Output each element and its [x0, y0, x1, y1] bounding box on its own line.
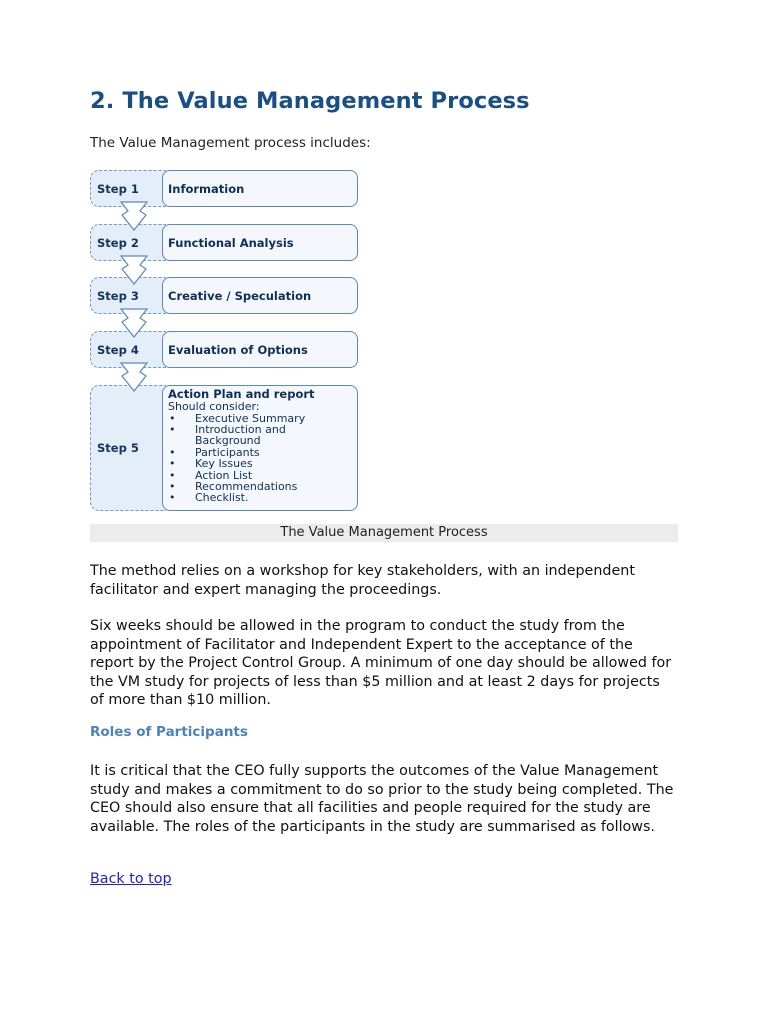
diagram-caption: The Value Management Process: [90, 524, 678, 542]
bullet-icon: •: [169, 422, 176, 436]
list-item-continuation: Background: [195, 434, 261, 448]
step-5-label: Step 5: [90, 385, 166, 511]
step-1-label: Step 1: [90, 170, 166, 207]
step-5-box: [162, 385, 358, 511]
back-to-top-link[interactable]: Back to top: [90, 871, 172, 887]
step-4-box: Evaluation of Options: [162, 331, 358, 368]
list-item: • Participants: [169, 445, 260, 459]
list-item: • Recommendations: [169, 479, 298, 493]
bullet-icon: •: [169, 411, 176, 425]
step-5-subtitle: Should consider:: [168, 400, 260, 413]
page-title: 2. The Value Management Process: [90, 88, 530, 114]
roles-heading: Roles of Participants: [90, 724, 248, 740]
list-item: • Executive Summary: [169, 411, 306, 425]
step-5-list: [168, 413, 357, 504]
bullet-icon: •: [169, 479, 176, 493]
step-5-title: Action Plan and report: [168, 387, 315, 401]
list-item: • Checklist.: [169, 491, 249, 505]
bullet-icon: •: [169, 445, 176, 459]
step-1-box: Information: [162, 170, 358, 207]
paragraph-method: The method relies on a workshop for key stakeholders, with an independent facilitator and expert managing the proceedings.: [90, 563, 635, 598]
down-arrow-icon: [118, 255, 150, 285]
bullet-icon: •: [169, 457, 176, 471]
list-item: • Introduction and: [169, 422, 286, 436]
step-3-label: Step 3: [90, 277, 166, 314]
step-2-label: Step 2: [90, 224, 166, 261]
down-arrow-icon: [118, 308, 150, 338]
paragraph-roles: It is critical that the CEO fully supports the outcomes of the Value Management study and makes a commitment to do so prior to the study being completed. The CEO should also ensure that all facilities and people required for the study are available. The roles of the participants in the study are summarised as follows.: [90, 763, 674, 835]
intro-text: The Value Management process includes:: [90, 135, 371, 151]
step-4-label: Step 4: [90, 331, 166, 368]
bullet-icon: •: [169, 468, 176, 482]
value-management-diagram: [90, 170, 360, 512]
down-arrow-icon: [118, 201, 150, 231]
paragraph-timing: Six weeks should be allowed in the program to conduct the study from the appointment of Facilitator and Independent Expert to the acceptance of the report by the Project Control Group. A minimum of one day should be allowed for the VM study for projects of less than $5 million and at least 2 days for projects of more than $10 million.: [90, 618, 672, 708]
down-arrow-icon: [118, 362, 150, 392]
step-2-box: Functional Analysis: [162, 224, 358, 261]
list-item: • Key Issues: [169, 457, 253, 471]
list-item: • Action List: [169, 468, 253, 482]
bullet-icon: •: [169, 491, 176, 505]
step-3-box: Creative / Speculation: [162, 277, 358, 314]
